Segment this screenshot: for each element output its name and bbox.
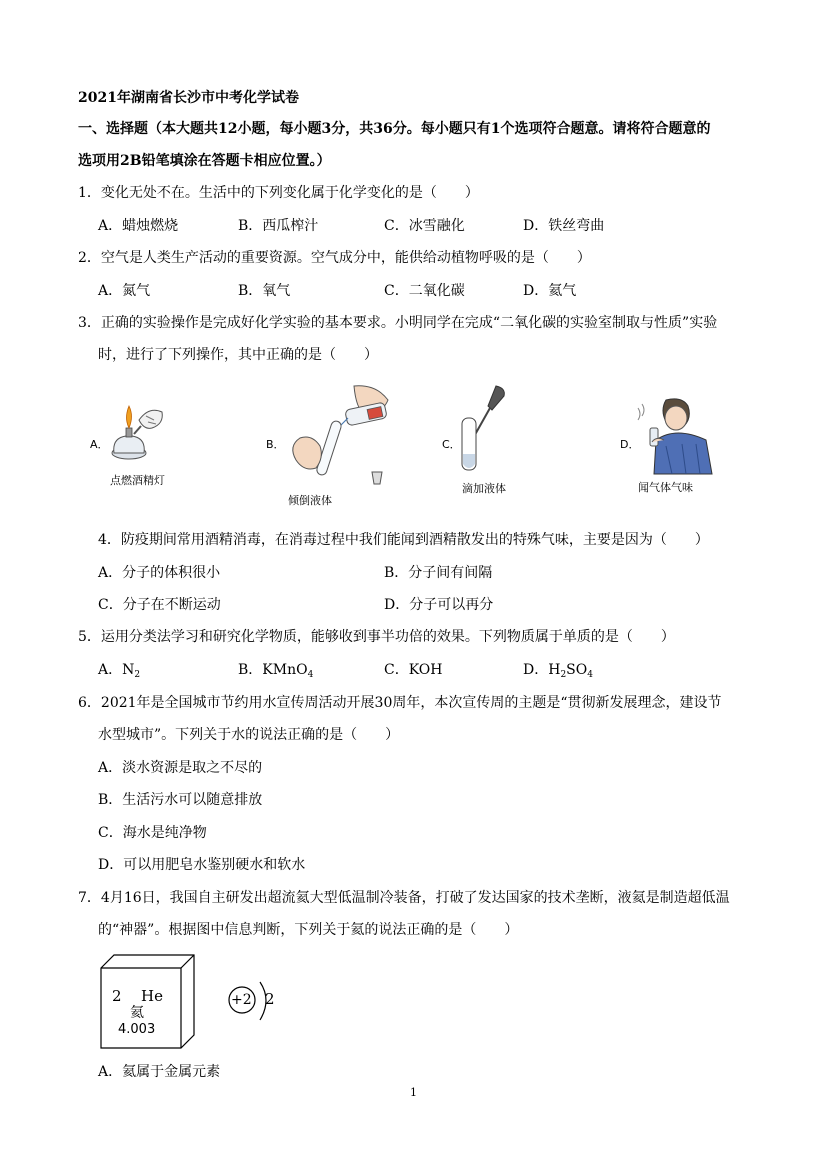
q6-option-a: A．淡水资源是取之不尽的 <box>98 760 263 776</box>
q3-figure-a-caption: 点燃酒精灯 <box>110 474 165 487</box>
atom-electron-count: 2 <box>265 990 275 1008</box>
q5-option-d: D．$H_2SO_4$ <box>523 662 593 680</box>
element-symbol: He <box>141 987 163 1005</box>
q6-option-c: C．海水是纯净物 <box>98 825 207 841</box>
q3-stem-line1: 3．正确的实验操作是完成好化学实验的基本要求。小明同学在完成“二氧化碳的实验室制取与性质”实验 <box>78 315 718 331</box>
q1-option-b: B．西瓜榨汁 <box>238 218 319 234</box>
q2-option-a: A．氮气 <box>98 283 151 299</box>
element-atomic-number: 2 <box>112 987 122 1005</box>
q4-option-d: D．分子可以再分 <box>384 597 494 613</box>
q5-stem: 5．运用分类法学习和研究化学物质，能够收到事半功倍的效果。下列物质属于单质的是（ ） <box>78 629 675 645</box>
smelling-gas-icon <box>636 396 716 476</box>
q5-option-c: C．KOH <box>384 662 443 678</box>
section-heading-line1: 一、选择题（本大题共12小题，每小题3分，共36分。每小题只有1个选项符合题意。请将符合题意的 <box>78 121 711 137</box>
q1-option-d: D．铁丝弯曲 <box>523 218 605 234</box>
page-title: 2021年湖南省长沙市中考化学试卷 <box>78 90 299 106</box>
q2-option-b: B．氧气 <box>238 283 291 299</box>
element-atomic-mass: 4.003 <box>118 1022 156 1037</box>
q4-option-c: C．分子在不断运动 <box>98 597 221 613</box>
element-name: 氦 <box>130 1005 144 1021</box>
dropper-icon <box>458 384 508 479</box>
q3-figure-d-letter: D． <box>620 438 640 451</box>
q3-figure-b-letter: B． <box>266 438 285 451</box>
q6-option-b: B．生活污水可以随意排放 <box>98 792 263 808</box>
q3-figure-d-caption: 闻气体气味 <box>638 481 693 494</box>
q1-option-a: A．蜡烛燃烧 <box>98 218 179 234</box>
q3-figure-b-caption: 倾倒液体 <box>288 494 332 507</box>
q2-option-c: C．二氧化碳 <box>384 283 465 299</box>
q4-option-b: B．分子间有间隔 <box>384 565 493 581</box>
q2-option-d: D．氦气 <box>523 283 577 299</box>
q3-figure-a-letter: A． <box>90 438 109 451</box>
q5-option-b: B．KMnO$_4$ <box>238 662 314 680</box>
q7-option-a: A．氦属于金属元素 <box>98 1064 221 1080</box>
page-number: 1 <box>410 1086 417 1099</box>
q7-stem-line2: 的“神器”。根据图中信息判断，下列关于氦的说法正确的是（ ） <box>98 922 519 938</box>
pouring-liquid-icon <box>284 380 394 490</box>
q4-option-a: A．分子的体积很小 <box>98 565 221 581</box>
section-heading-line2: 选项用2B铅笔填涂在答题卡相应位置。） <box>78 153 331 169</box>
q6-stem-line1: 6．2021年是全国城市节约用水宣传周活动开展30周年，本次宣传周的主题是“贯彻新发展理念，建设节 <box>78 695 722 711</box>
q1-option-c: C．冰雪融化 <box>384 218 465 234</box>
q2-stem: 2．空气是人类生产活动的重要资源。空气成分中，能供给动植物呼吸的是（ ） <box>78 250 591 266</box>
q5-option-a: A．$N_2$ <box>98 662 141 680</box>
q1-stem: 1．变化无处不在。生活中的下列变化属于化学变化的是（ ） <box>78 185 479 201</box>
atom-nucleus-charge: +2 <box>231 992 252 1008</box>
q7-stem-line1: 7．4月16日，我国自主研发出超流氦大型低温制冷装备，打破了发达国家的技术垄断，液氦是制造超低温 <box>78 890 730 906</box>
q3-stem-line2: 时，进行了下列操作，其中正确的是（ ） <box>98 347 378 363</box>
q4-stem: 4．防疫期间常用酒精消毒，在消毒过程中我们能闻到酒精散发出的特殊气味，主要是因为（ ） <box>98 532 709 548</box>
alcohol-lamp-icon <box>104 398 174 468</box>
q3-figure-c-caption: 滴加液体 <box>462 482 506 495</box>
q6-option-d: D．可以用肥皂水鉴别硬水和软水 <box>98 857 306 873</box>
q3-figure-c-letter: C． <box>442 438 461 451</box>
q6-stem-line2: 水型城市”。下列关于水的说法正确的是（ ） <box>98 727 400 743</box>
